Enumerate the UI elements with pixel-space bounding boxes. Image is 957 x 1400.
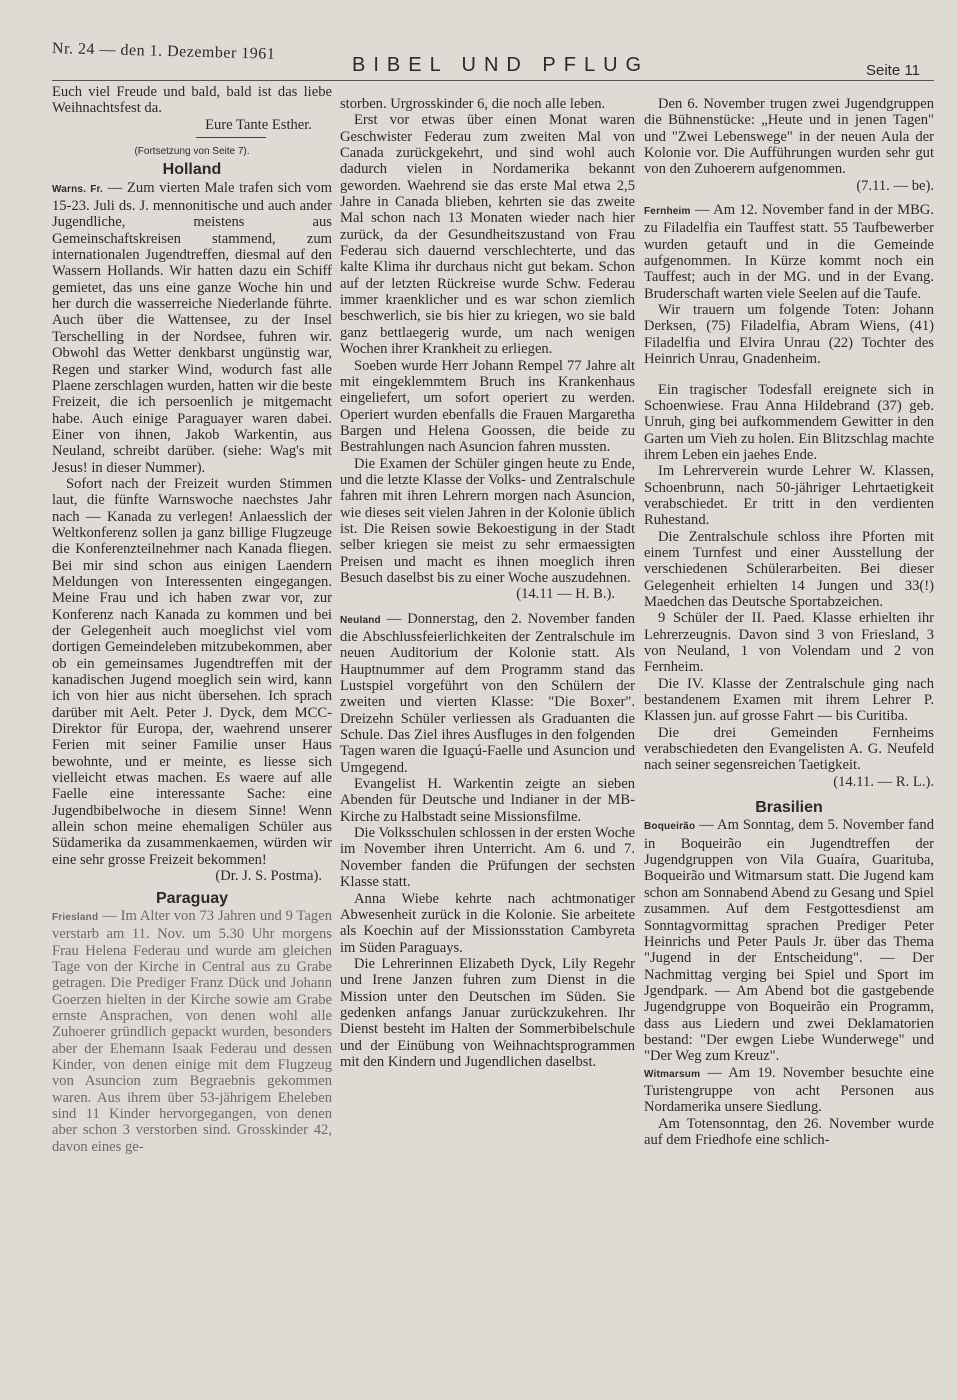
paragraph: 9 Schüler der II. Paed. Klasse erhielten ihr Lehrerzeugnis. Davon sind 3 von Friesland, 3 von Neuland, 1 von Volendam und 2 von Fernheim. [644,610,934,676]
section-heading-brasilien: Brasilien [755,799,823,817]
article-signature: (14.11. — R. L.). [833,773,934,790]
article-fernheim-text: — Am 12. November fand in der MBG. zu Filadelfia ein Tauffest statt. 55 Taufbewerber wurden getauft und in die Gemeinde aufgenommen. In Kürze kommt noch ein Tauffest; auch in der MG. und in der Evang. Bruderschaft warten viele Seelen auf die Taufe. [644,202,934,302]
article-boqueirao-text: — Am Sonntag, dem 5. November fand in Boqueirão ein Jugendtreffen der Jugendgruppen von Vila Guaíra, Guarituba, Boqueirão und Witmarsum statt. Die Jugend kam schon am Sonnabend Abend zu Gesang und Spiel zusammen. Auf dem Festgottesdienst am Sonntagvormittag sprachen Prediger Peter Heinrichs und Peter Pauls Jr. über das Thema "Jugend in der Entscheidung". — Der Nachmittag verging bei Spiel und Sport im Jgendpark. — Am Abend bot die gastgebende Jugendgruppe von Boqueirão ein Programm, dass aus Liedern und zwei Deklamatorien bestand: "Der ewgen Liebe Wunderwege" und "Der Weg zum Kreuz". [644,817,934,1065]
masthead-title: BIBEL UND PFLUG [352,54,650,76]
article-witmarsum-text: — Am 19. November besuchte eine Turistengruppe von acht Personen aus Nordamerika unsere Siedlung. [644,1064,934,1116]
dateline-boqueirao: Boqueirão [644,821,696,833]
letter-signature: Eure Tante Esther. [205,116,312,133]
article-neuland-text: — Donnerstag, den 2. November fanden die Abschlussfeierlichkeiten der Zentralschule im neuen Auditorium der Kolonie statt. Als Hauptnummer auf dem Programm stand das Lustspiel vorgeführt von den Schülern der zweiten und vierten Klasse: "Die Boxer". Dreizehn Schüler verliessen als Graduanten die Schule. Das Ziel ihres Ausfluges in den folgenden Tagen waren die Iguaçú-Faelle und Asuncion und Umgegend. [340,610,635,776]
article-sofort: Sofort nach der Freizeit wurden Stimmen laut, die fünfte Warnswoche naechstes Jahr nach — Kanada zu verlegen! Anlaesslich der Weltkonferenz sollen ja ganz billige Flugzeuge die Konferenzteilnehmer nach Kanada fliegen. Bei mir sind schon aus einigen Laendern Meldungen von Interessenten eingegangen. Meine Frau und ich haben zwar vor, zur Konferenz nach Kanada zu kommen und bei der Gelegenheit auch moeglichst viel vom dortigen Gemeindeleben mitzubekommen, aber ob ein gemeinsames Jugendtreffen mit der kanadischen Jugend moeglich sein wird, kann ich von hier aus nicht übersehen. Ich sprach darüber mit Aelt. Peter J. Dyck, dem MCC-Direktor für Europa, der, waehrend unserer Ferien mit seiner Familie unser Haus bewohnte, und er meinte, es liesse sich vielleicht etwas machen. Es waere auf alle Faelle eine interessante Sache: eine Jugendbibelwoche in diesem Sinne! Wenn allein schon meine ehemaligen Schüler aus Südamerika da zusammenkaemen, würden wir eine sehr grosse Freizeit bekommen! [52,475,332,868]
dateline-witmarsum: Witmarsum [644,1068,701,1080]
article-witmarsum [644,1065,934,1116]
paragraph: storben. Urgrosskinder 6, die noch alle leben. [340,96,606,112]
letter-closing: Euch viel Freude und bald, bald ist das liebe Weihnachtsfest da. [52,84,332,117]
section-heading-holland: Holland [162,161,222,179]
article-fernheim [644,202,934,302]
article-warns [52,180,332,476]
dateline-friesland: Friesland [52,911,99,923]
article-friesland-text: — Im Alter von 73 Jahren und 9 Tagen verstarb am 11. Nov. um 5.30 Uhr morgens Frau Helena Federau und wurde am gleichen Tage von der Kirche in Central aus zu Grabe getragen. Die Prediger Franz Dück und Johann Goerzen hielten in der Kirche sowie am Grabe ernste Ansprachen, von denen wohl alle Zuhoerer gründlich gepackt wurden, besonders aber der Ehemann Isaak Federau und dessen Kinder, von denen einige mit dem Flugzeug von Asuncion zum Begraebnis gekommen waren. Aus ihrem über 53-jährigem Eheleben sind 11 Kinder hervorgegangen, von denen aber schon 3 verstorben sind. Grosskinder 42, davon eines ge- [52,907,332,1155]
paragraph: Die Zentralschule schloss ihre Pforten mit einem Turnfest und einer Ausstellung der verschiedenen Schülerarbeiten. Bei dieser Gelegenheit erhielten 14 Jungen und 33(!) Maedchen das Deutsche Sportabzeichen. [644,528,934,610]
article-boqueirao [644,817,934,1064]
paragraph: Ein tragischer Todesfall ereignete sich in Schoenwiese. Frau Anna Hildebrand (37) geb. Unruh, ging bei aufkommendem Gewitter in den Garten um Vieh zu holen. Ein Blitzschlag machte ihrem Leben ein jaehes Ende. [644,381,934,463]
paragraph: Den 6. November trugen zwei Jugendgruppen die Bühnenstücke: „Heute und in jenen Tagen" und "Zwei Lebenswege" in der neuen Aula der Kolonie vor. Die Aufführungen wurden sehr gut von den Zuhoerern aufgenommen. [644,96,934,178]
paragraph: Anna Wiebe kehrte nach achtmonatiger Abwesenheit zurück in die Kolonie. Sie arbeitete als Koechin auf der Missionsstation Cambyreta im Süden Paraguays. [340,890,635,956]
spacer [644,194,934,202]
paragraph: Wir trauern um folgende Toten: Johann Derksen, (75) Filadelfia, Abram Wiens, (41) Filadelfia und Elvira Unrau (22) Tochter des Heinrich Unrau, Gnadenheim. [644,302,934,368]
article-friesland [52,908,332,1155]
section-heading-paraguay: Paraguay [155,889,229,907]
paragraph: Die Examen der Schüler gingen heute zu Ende, und die letzte Klasse der Volks- und Zentralschule fahren mit ihren Lehrern morgen nach Asuncion, wie dieses seit vielen Jahren in der Kolonie üblich ist. Die Reisen sowie Bekoestigung in der Stadt selber kriegen sie meist zu sehr ermaessigten Preisen und macht es ihnen moeglich ihren Besuch daselbst bis zu einer Woche auszudehnen. [340,455,635,586]
paragraph: Die IV. Klasse der Zentralschule ging nach bestandenem Examen mit ihrem Lehrer P. Klassen jun. auf grosse Fahrt — bis Curitiba. [644,675,934,725]
page-header [0,0,957,90]
page-number: Seite 11 [866,62,920,79]
dateline-neuland: Neuland [340,614,381,626]
column-3 [644,96,934,1148]
spacer [644,368,934,382]
column-1 [52,84,332,1155]
column-2 [340,96,635,1070]
dateline-fernheim: Fernheim [644,206,691,218]
paragraph: Erst vor etwas über einen Monat waren Geschwister Federau zum zweiten Mal von Canada zurückgekehrt, und sind wohl auch dadurch vielen in Nordamerika bekannt geworden. Waehrend sie das erste Mal etwa 2,5 Jahre in Canada blieben, kehrten sie das zweite Mal schon nach 13 Monaten wieder nach hier zurück, da der Gesundheitszustand von Frau Federau sich dauernd verschlechterte, und das kalte Klima ihr durchaus nicht gut bekam. Schon auf der letzten Rückreise wurde Schw. Federau immer kraenklicher und es war schon ziemlich beschwerlich, sie bis hier zu kriegen, wo sie bald ganz bettlaegerig wurde, um nach wenigen Wochen ihrer Krankheit zu erliegen. [340,112,635,358]
article-signature: (7.11. — be). [856,177,934,194]
article-signature: (14.11 — H. B.). [516,586,615,603]
spacer [340,603,635,611]
paragraph: Evangelist H. Warkentin zeigte an sieben Abenden für Deutsche und Indianer in der MB-Kirche zu Halbstadt seine Missionsfilme. [340,776,635,825]
divider [196,137,266,138]
paragraph: Die Volksschulen schlossen in der ersten Woche im November ihren Unterricht. Am 6. und 7. November fanden die Prüfungen der sechsten Klasse statt. [340,825,635,891]
article-signature: (Dr. J. S. Postma). [215,868,322,885]
paragraph: Die drei Gemeinden Fernheims verabschiedeten den Evangelisten A. G. Neufeld nach seiner segensreichen Taetigkeit. [644,724,934,774]
paragraph: Die Lehrerinnen Elizabeth Dyck, Lily Regehr und Irene Janzen fuhren zum Dienst in die Mission unter den Deutschen im Süden. Sie gedenken anfangs Januar zurückzukehren. Ihr Dienst besteht im Halten der Sommerbibelschule und der Einübung von Weihnachtsprogrammen mit den Kindern und Jugendlichen daselbst. [340,955,635,1070]
paragraph: Im Lehrerverein wurde Lehrer W. Klassen, Schoenbrunn, nach 50-jähriger Lehrtaetigkeit verabschiedet. Er tritt in den verdienten Ruhestand. [644,463,934,529]
article-warns-text: — Zum vierten Male trafen sich vom 15-23. Juli ds. J. mennonitische und auch ander Jugendliche, meistens aus Gemeinschaftskreisen stammend, zum internationalen Jugendtreffen, diesmal auf den Wassern Hollands. Wir hatten dazu ein Schiff gemietet, das uns eine ganze Woche hin und her durch die wasserreiche Niederlande führte. Auch über die Wattensee, zu der Insel Terschelling in der Nordsee, fuhren wir. Obwohl das Wetter denkbarst ungünstig war, Regen und starker Wind, wodurch fast alle Plaene zerschlagen wurden, hatten wir die beste Freizeit, die ich persoenlich je mitgemacht habe. Auch einige Paraguayer waren dabei. Einer von ihnen, Jakob Warkentin, aus Neuland, schreibt darüber. (siehe: Wag's mit Jesus! in dieser Nummer). [52,179,333,476]
issue-date: Nr. 24 — den 1. Dezember 1961 [51,40,276,63]
header-rule [52,80,934,81]
continuation-note: (Fortsetzung von Seite 7). [134,146,250,158]
paragraph: Soeben wurde Herr Johann Rempel 77 Jahre alt mit eingeklemmtem Bruch ins Krankenhaus eingeliefert, um sofort operiert zu werden. Operiert wurden ebenfalls die Frauen Margaretha Bargen und Helena Goossen, die beide zu Bestrahlungen nach Asuncion fahren mussten. [340,357,635,456]
paragraph: Am Totensonntag, den 26. November wurde auf dem Friedhofe eine schlich- [644,1115,934,1148]
dateline-warns: Warns. Fr. [52,183,104,195]
article-neuland [340,611,635,776]
